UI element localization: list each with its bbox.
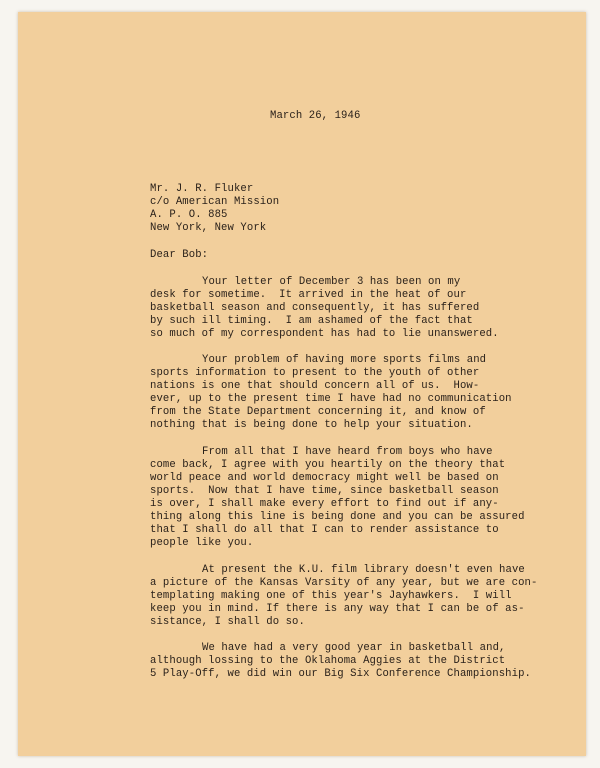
body-line: ever, up to the present time I have had no communication (150, 393, 512, 405)
body-line: world peace and world democracy might well be based on (150, 472, 499, 484)
recipient-line: c/o American Mission (150, 196, 280, 208)
body-line: templating making one of this year's Jayhawkers. I will (150, 590, 512, 602)
body-line: basketball season and consequently, it has suffered (150, 302, 480, 314)
body-line: At present the K.U. film library doesn't even have (202, 564, 525, 576)
body-line: nothing that is being done to help your situation. (150, 419, 473, 431)
body-line: Your letter of December 3 has been on my (202, 276, 461, 288)
body-line: Your problem of having more sports films and (202, 354, 487, 366)
body-line: is over, I shall make every effort to find out if any- (150, 498, 499, 510)
recipient-line: A. P. O. 885 (150, 209, 228, 221)
body-line: From all that I have heard from boys who have (202, 446, 493, 458)
recipient-line: New York, New York (150, 222, 267, 234)
body-line: thing along this line is being done and you can be assured (150, 511, 525, 523)
date-line: March 26, 1946 (270, 110, 361, 122)
body-line: people like you. (150, 537, 254, 549)
body-line: We have had a very good year in basketball and, (202, 642, 506, 654)
body-line: by such ill timing. I am ashamed of the fact that (150, 315, 473, 327)
body-line: a picture of the Kansas Varsity of any year, but we are con- (150, 577, 538, 589)
recipient-line: Mr. J. R. Fluker (150, 183, 254, 195)
body-line: although lossing to the Oklahoma Aggies at the District (150, 655, 506, 667)
salutation: Dear Bob: (150, 249, 209, 261)
body-line: so much of my correspondent has had to lie unanswered. (150, 328, 499, 340)
body-line: sports. Now that I have time, since basketball season (150, 485, 499, 497)
body-line: sports information to present to the youth of other (150, 367, 480, 379)
body-line: keep you in mind. If there is any way that I can be of as- (150, 603, 525, 615)
body-line: come back, I agree with you heartily on the theory that (150, 459, 506, 471)
body-line: that I shall do all that I can to render assistance to (150, 524, 499, 536)
body-line: nations is one that should concern all of us. How- (150, 380, 480, 392)
letter-page (18, 12, 586, 756)
body-line: from the State Department concerning it, and know of (150, 406, 486, 418)
body-line: 5 Play-Off, we did win our Big Six Conference Championship. (150, 668, 531, 680)
body-line: sistance, I shall do so. (150, 616, 305, 628)
body-line: desk for sometime. It arrived in the heat of our (150, 289, 467, 301)
